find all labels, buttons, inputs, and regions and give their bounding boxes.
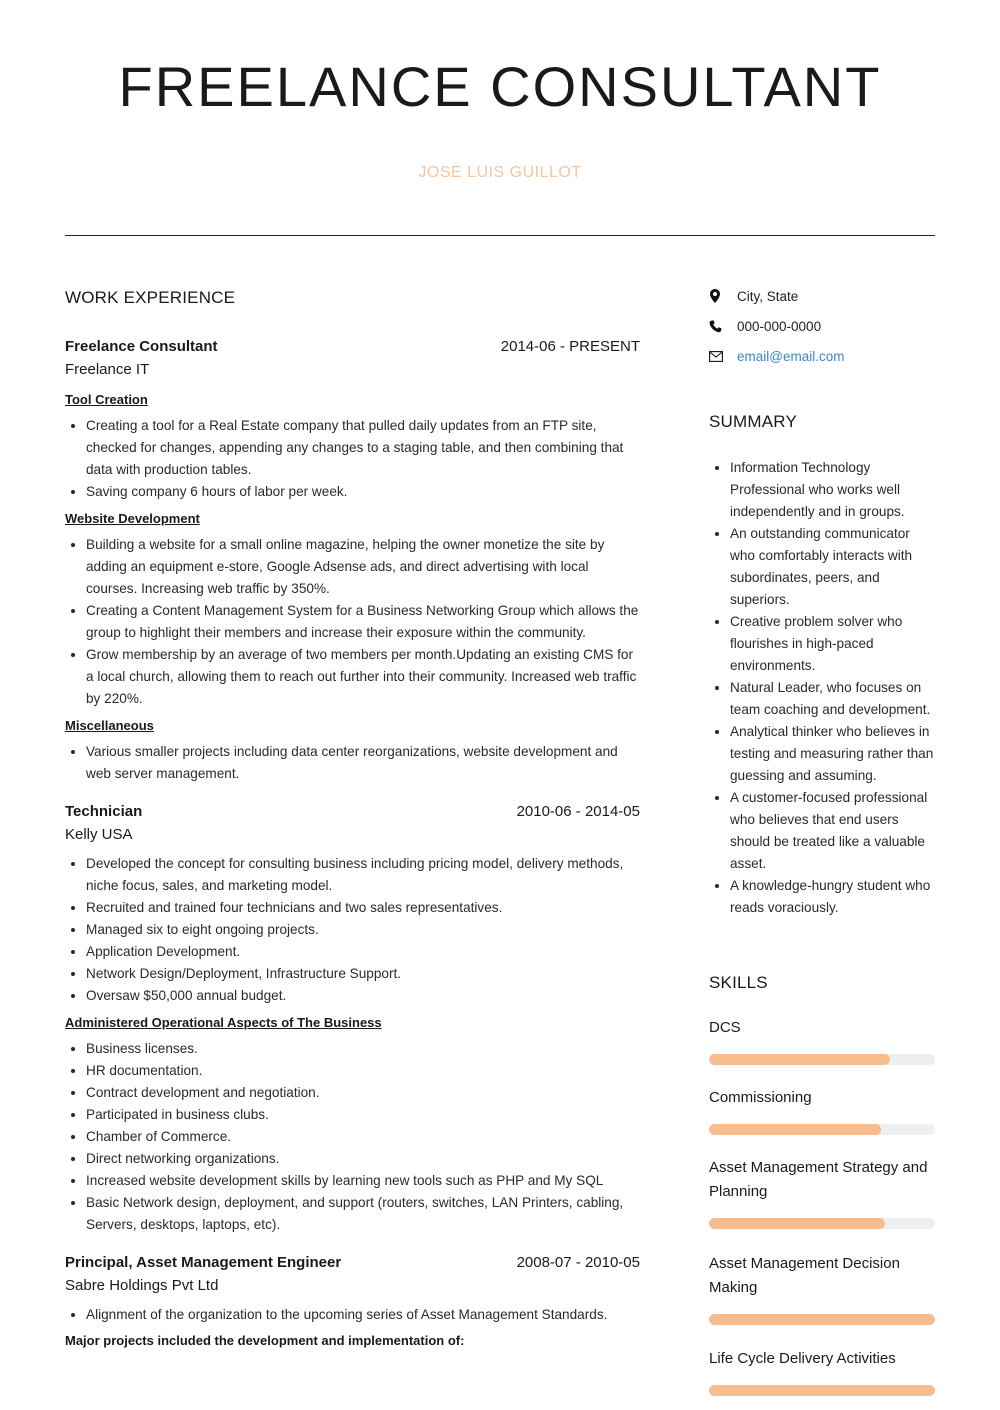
- job-bullets: [65, 534, 640, 710]
- job-dates: 2008-07 - 2010-05: [516, 1254, 640, 1271]
- header-divider: [65, 235, 935, 236]
- summary-list: [709, 457, 935, 919]
- list-item: • An outstanding communicator who comfortably interacts with subordinates, peers, and superiors.: [730, 523, 935, 611]
- list-item: • Various smaller projects including data center reorganizations, website development and web server management.: [86, 741, 640, 785]
- skill-name: Commissioning: [709, 1089, 812, 1106]
- phone-icon: [709, 320, 737, 333]
- job-bullets: [65, 415, 640, 503]
- email-link[interactable]: email@email.com: [737, 348, 845, 364]
- skill-item: [709, 1156, 935, 1229]
- skill-item: [709, 1347, 935, 1396]
- resume-title: FREELANCE CONSULTANT: [118, 55, 882, 118]
- job-subheading: Miscellaneous: [65, 718, 154, 733]
- envelope-icon: [709, 351, 737, 362]
- job-title: Technician: [65, 803, 143, 820]
- job-title: Freelance Consultant: [65, 338, 218, 355]
- skill-name: Asset Management Decision Making: [709, 1255, 900, 1296]
- job-title: Principal, Asset Management Engineer: [65, 1254, 342, 1271]
- list-item: • Application Development.: [86, 941, 640, 963]
- job-company: Sabre Holdings Pvt Ltd: [65, 1277, 219, 1294]
- list-item: • Oversaw $50,000 annual budget.: [86, 985, 640, 1007]
- list-item: • Grow membership by an average of two members per month.Updating an existing CMS for a local church, allowing them to reach out further into their community. Increased web traffic by 220%.: [86, 644, 640, 710]
- contact-location: [709, 286, 935, 306]
- list-item: • Contract development and negotiation.: [86, 1082, 640, 1104]
- job-entry: [65, 338, 640, 785]
- list-item: • Increased website development skills by learning new tools such as PHP and My SQL: [86, 1170, 640, 1192]
- list-item: • Analytical thinker who believes in testing and measuring rather than guessing and assuming.: [730, 721, 935, 787]
- work-experience-heading: WORK EXPERIENCE: [65, 288, 236, 307]
- skill-name: Asset Management Strategy and Planning: [709, 1159, 928, 1200]
- job-company: Freelance IT: [65, 361, 150, 378]
- list-item: • A customer-focused professional who believes that end users should be treated like a valuable asset.: [730, 787, 935, 875]
- job-bullets: [65, 1304, 640, 1326]
- candidate-name: JOSE LUIS GUILLOT: [418, 164, 582, 181]
- list-item: • Saving company 6 hours of labor per week.: [86, 481, 640, 503]
- summary-heading: SUMMARY: [709, 412, 797, 431]
- list-item: • Creating a Content Management System for a Business Networking Group which allows the group to highlight their members and increase their exposure within the community.: [86, 600, 640, 644]
- job-subheading: Major projects included the development and implementation of:: [65, 1333, 465, 1348]
- skill-bar: [709, 1314, 935, 1325]
- job-entry: [65, 803, 640, 1236]
- job-subheading: Website Development: [65, 511, 200, 526]
- skill-name: Life Cycle Delivery Activities: [709, 1350, 896, 1367]
- job-bullets: [65, 741, 640, 785]
- contact-info: [709, 286, 935, 366]
- skill-item: [709, 1086, 935, 1135]
- list-item: • Creating a tool for a Real Estate company that pulled daily updates from an FTP site, checked for changes, appending any changes to a staging table, and then combining that data with production tables.: [86, 415, 640, 481]
- skill-bar-fill: [709, 1385, 935, 1396]
- skill-item: [709, 1252, 935, 1325]
- list-item: • Recruited and trained four technicians and two sales representatives.: [86, 897, 640, 919]
- skill-name: DCS: [709, 1019, 741, 1036]
- list-item: • Natural Leader, who focuses on team coaching and development.: [730, 677, 935, 721]
- job-dates: 2010-06 - 2014-05: [516, 803, 640, 820]
- skill-bar-fill: [709, 1314, 935, 1325]
- job-bullets: [65, 853, 640, 1007]
- list-item: • Developed the concept for consulting business including pricing model, delivery methods, niche focus, sales, and marketing model.: [86, 853, 640, 897]
- list-item: • Basic Network design, deployment, and support (routers, switches, LAN Printers, cabling, Servers, desktops, laptops, etc).: [86, 1192, 640, 1236]
- list-item: • Information Technology Professional who works well independently and in groups.: [730, 457, 935, 523]
- skill-bar: [709, 1385, 935, 1396]
- job-subheading: Tool Creation: [65, 392, 148, 407]
- contact-phone: [709, 316, 935, 336]
- skill-bar: [709, 1054, 935, 1065]
- job-entry: [65, 1254, 640, 1348]
- map-pin-icon: [709, 289, 737, 303]
- list-item: • A knowledge-hungry student who reads voraciously.: [730, 875, 935, 919]
- skill-bar-fill: [709, 1218, 885, 1229]
- work-experience-section: [65, 288, 640, 1348]
- list-item: • Network Design/Deployment, Infrastructure Support.: [86, 963, 640, 985]
- list-item: • Managed six to eight ongoing projects.: [86, 919, 640, 941]
- skill-item: [709, 1016, 935, 1065]
- job-dates: 2014-06 - PRESENT: [500, 338, 640, 355]
- list-item: • Business licenses.: [86, 1038, 640, 1060]
- list-item: • Participated in business clubs.: [86, 1104, 640, 1126]
- job-subheading: Administered Operational Aspects of The Business: [65, 1015, 382, 1030]
- list-item: • Chamber of Commerce.: [86, 1126, 640, 1148]
- skill-bar: [709, 1218, 935, 1229]
- list-item: • Alignment of the organization to the upcoming series of Asset Management Standards.: [86, 1304, 640, 1326]
- list-item: • HR documentation.: [86, 1060, 640, 1082]
- skill-bar-fill: [709, 1054, 890, 1065]
- skill-bar-fill: [709, 1124, 881, 1135]
- location-text: City, State: [737, 288, 799, 304]
- list-item: • Creative problem solver who flourishes in high-paced environments.: [730, 611, 935, 677]
- list-item: • Direct networking organizations.: [86, 1148, 640, 1170]
- skill-bar: [709, 1124, 935, 1135]
- skills-list: [709, 1016, 935, 1396]
- list-item: • Building a website for a small online magazine, helping the owner monetize the site by adding an equipment e-store, Google Adsense ads, and direct advertising with local courses. Increasing web traffic by 350%.: [86, 534, 640, 600]
- job-bullets: [65, 1038, 640, 1236]
- sidebar: [709, 286, 935, 1396]
- skills-heading: SKILLS: [709, 973, 768, 992]
- phone-text: 000-000-0000: [737, 318, 822, 334]
- job-company: Kelly USA: [65, 826, 133, 843]
- contact-email: [709, 346, 935, 366]
